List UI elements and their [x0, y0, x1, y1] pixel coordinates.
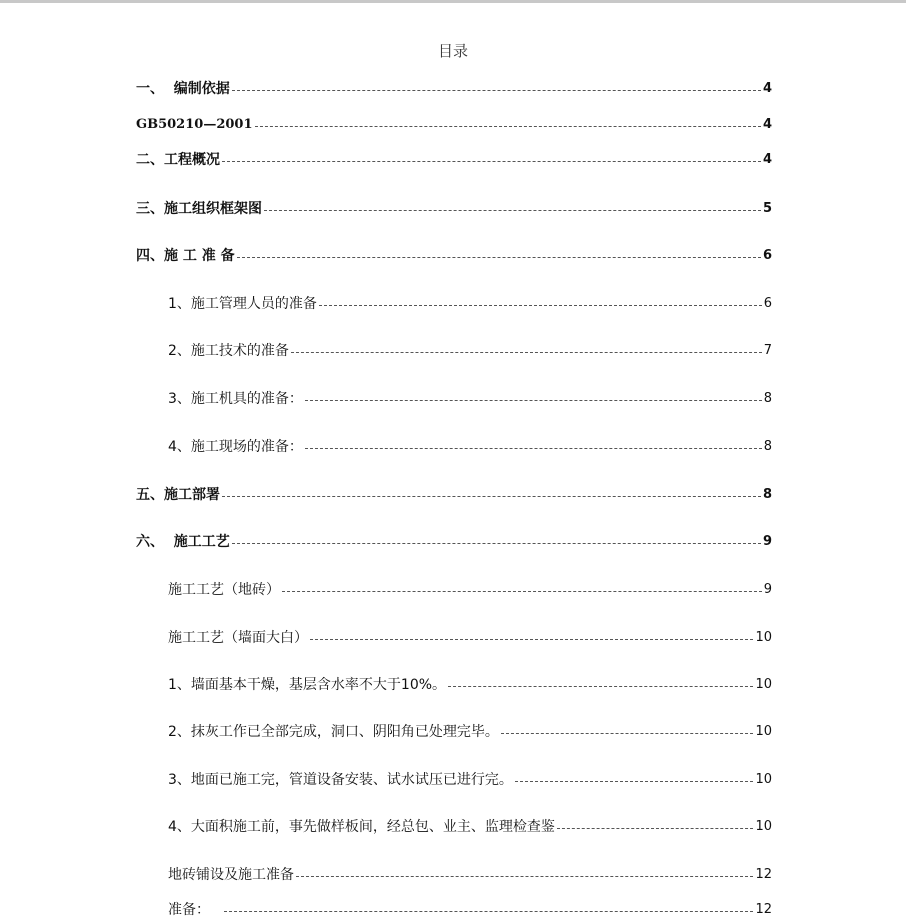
toc-entry-page: 7 — [763, 342, 772, 358]
toc-entry-label: 施工工艺（地砖） — [168, 582, 280, 598]
toc-entry-page: 8 — [763, 438, 772, 454]
dot-leader — [296, 876, 753, 877]
toc-entry-tech-prep[interactable] — [168, 339, 772, 361]
toc-entry-page: 4 — [762, 80, 772, 96]
toc-entry-label: 3、施工机具的准备： — [168, 391, 303, 407]
toc-entry-label: 2、抹灰工作已全部完成，洞口、阴阳角已处理完毕。 — [168, 724, 499, 740]
toc-entry-deployment[interactable] — [136, 483, 772, 505]
toc-entry-page: 10 — [755, 676, 772, 692]
dot-leader — [515, 781, 754, 782]
toc-entry-page: 12 — [755, 866, 772, 882]
toc-entry-page: 10 — [755, 629, 772, 645]
dot-leader — [305, 448, 762, 449]
toc-entry-page: 9 — [763, 581, 772, 597]
dot-leader — [222, 496, 761, 497]
toc-entry-page: 6 — [763, 295, 772, 311]
toc-entry-page: 4 — [762, 116, 772, 132]
dot-leader — [310, 639, 753, 640]
toc-entry-page: 9 — [762, 533, 772, 549]
toc-entry-wall-dry[interactable] — [168, 673, 772, 695]
toc-entry-preparation[interactable] — [168, 898, 772, 920]
toc-entry-page: 10 — [755, 771, 772, 787]
dot-leader — [224, 911, 753, 912]
dot-leader — [501, 733, 754, 734]
toc-entry-staff-prep[interactable] — [168, 292, 772, 314]
toc-entry-page: 6 — [762, 247, 772, 263]
top-border — [0, 0, 906, 3]
toc-entry-label: GB50210—2001 — [136, 116, 253, 132]
toc-entry-label: 4、大面积施工前，事先做样板间，经总包、业主、监理检查鉴 — [168, 819, 555, 835]
dot-leader — [557, 828, 754, 829]
toc-entry-label: 4、施工现场的准备： — [168, 439, 303, 455]
toc-entry-label: 二、工程概况 — [136, 152, 220, 168]
toc-entry-sample-room[interactable] — [168, 815, 772, 837]
toc-entry-label: 六、 施工工艺 — [136, 534, 230, 550]
toc-entry-label: 三、施工组织框架图 — [136, 201, 262, 217]
dot-leader — [255, 126, 761, 127]
dot-leader — [319, 305, 762, 306]
toc-entry-label: 1、施工管理人员的准备 — [168, 296, 317, 312]
toc-entry-org-chart[interactable] — [136, 197, 772, 219]
toc-entry-page: 8 — [763, 390, 772, 406]
toc-entry-process[interactable] — [136, 530, 772, 552]
toc-entry-page: 8 — [762, 486, 772, 502]
dot-leader — [222, 161, 761, 162]
toc-entry-label: 3、地面已施工完，管道设备安装、试水试压已进行完。 — [168, 772, 513, 788]
toc-entry-equipment-prep[interactable] — [168, 387, 772, 409]
toc-entry-label: 一、 编制依据 — [136, 81, 230, 97]
toc-entry-label: 四、施 工 准 备 — [136, 248, 235, 264]
dot-leader — [264, 210, 761, 211]
dot-leader — [232, 90, 761, 91]
toc-entry-site-prep[interactable] — [168, 435, 772, 457]
toc-entry-compilation-basis[interactable] — [136, 77, 772, 99]
dot-leader — [232, 543, 761, 544]
toc-entry-label: 准备： — [168, 902, 210, 918]
toc-entry-plastering-done[interactable] — [168, 720, 772, 742]
dot-leader — [291, 352, 762, 353]
dot-leader — [282, 591, 762, 592]
toc-entry-tile-laying[interactable] — [168, 863, 772, 885]
dot-leader — [237, 257, 761, 258]
toc-entry-label: 2、施工技术的准备 — [168, 343, 289, 359]
toc-entry-label: 地砖铺设及施工准备 — [168, 867, 294, 883]
dot-leader — [305, 400, 762, 401]
toc-entry-page: 10 — [755, 818, 772, 834]
toc-entry-label: 1、墙面基本干燥，基层含水率不大于10%。 — [168, 677, 447, 693]
toc-entry-page: 12 — [755, 901, 772, 917]
toc-entry-label: 五、施工部署 — [136, 487, 220, 503]
toc-entry-process-wall-putty[interactable] — [168, 626, 772, 648]
toc-entry-label: 施工工艺（墙面大白） — [168, 630, 308, 646]
toc-entry-page: 4 — [762, 151, 772, 167]
toc-entry-page: 10 — [755, 723, 772, 739]
toc-entry-page: 5 — [762, 200, 772, 216]
toc-entry-floor-done[interactable] — [168, 768, 772, 790]
toc-entry-standard-code[interactable] — [136, 113, 772, 135]
dot-leader — [448, 686, 753, 687]
toc-entry-process-floor-tile[interactable] — [168, 578, 772, 600]
toc-entry-project-overview[interactable] — [136, 148, 772, 170]
toc-title: 目录 — [437, 42, 468, 60]
toc-entry-construction-prep[interactable] — [136, 244, 772, 266]
